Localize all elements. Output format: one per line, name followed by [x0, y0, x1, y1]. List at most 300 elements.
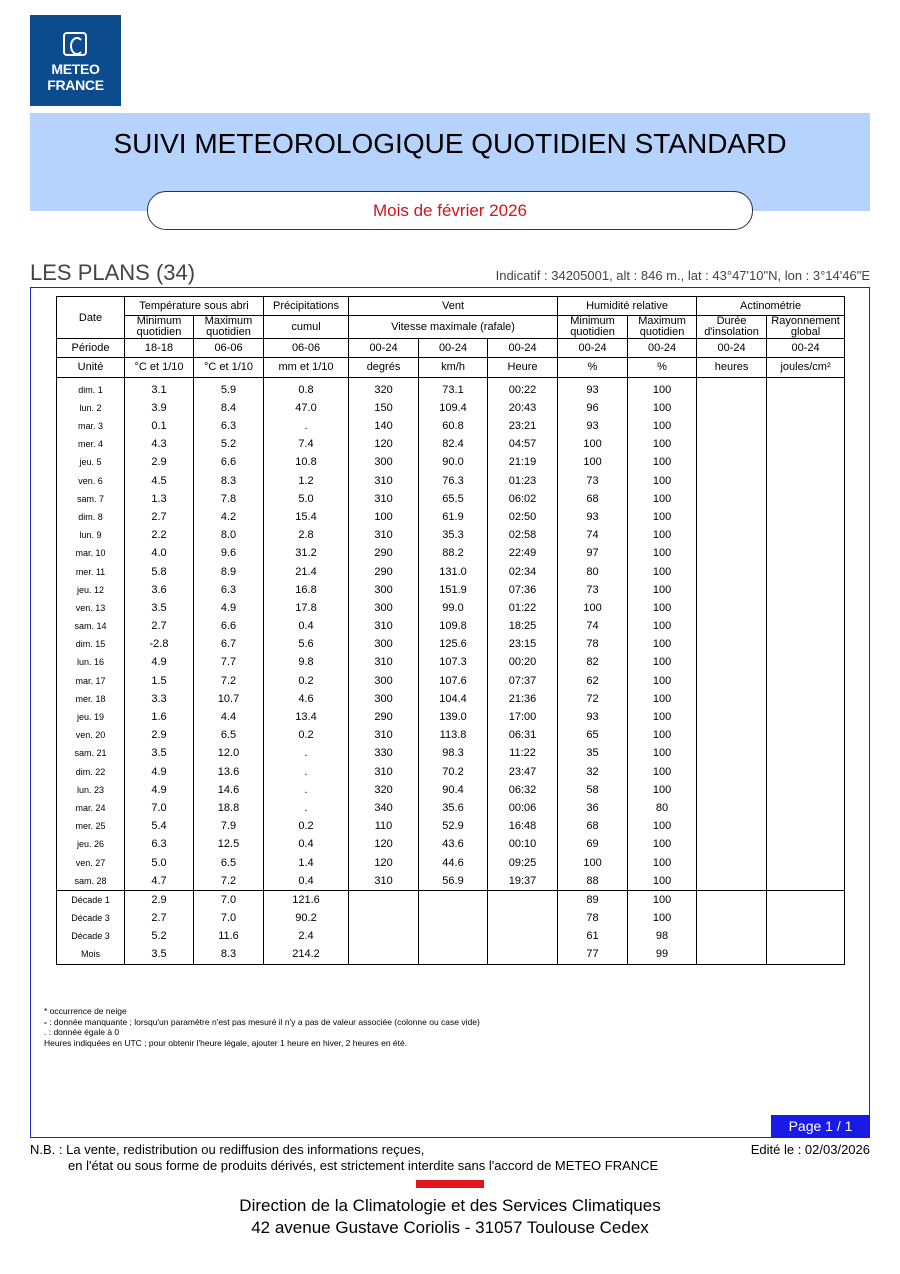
table-cell: 21.4	[264, 562, 349, 580]
table-cell: %	[628, 358, 697, 377]
table-cell: 69	[558, 835, 628, 853]
table-cell	[697, 635, 767, 653]
table-cell: 4.9	[125, 763, 194, 781]
table-cell: 113.8	[419, 726, 488, 744]
table-cell: 96	[558, 399, 628, 417]
table-cell: jeu. 12	[57, 581, 125, 599]
table-cell	[697, 927, 767, 945]
table-cell: 1.3	[125, 490, 194, 508]
table-cell	[697, 508, 767, 526]
table-cell: lun. 23	[57, 781, 125, 799]
table-cell: 16:48	[488, 817, 558, 835]
table-cell: 99.0	[419, 599, 488, 617]
table-row	[57, 472, 845, 490]
table-cell: sam. 7	[57, 490, 125, 508]
table-cell	[697, 872, 767, 891]
table-cell	[767, 853, 845, 871]
table-cell: 6.6	[194, 617, 264, 635]
table-cell: Décade 3	[57, 927, 125, 945]
table-cell	[767, 890, 845, 909]
table-cell: 100	[628, 653, 697, 671]
table-cell: sam. 14	[57, 617, 125, 635]
table-cell	[697, 945, 767, 964]
table-cell: 82.4	[419, 435, 488, 453]
temp-header: Température sous abri	[125, 297, 264, 316]
table-cell	[419, 890, 488, 909]
table-cell: 109.8	[419, 617, 488, 635]
table-cell: 2.9	[125, 890, 194, 909]
table-cell: 100	[628, 508, 697, 526]
logo-line1: METEO	[51, 61, 100, 77]
table-cell: 300	[349, 672, 419, 690]
table-cell: 52.9	[419, 817, 488, 835]
table-cell	[767, 544, 845, 562]
table-cell	[767, 909, 845, 927]
table-cell	[767, 417, 845, 435]
table-cell: 140	[349, 417, 419, 435]
table-cell: 60.8	[419, 417, 488, 435]
table-cell: 100	[628, 708, 697, 726]
table-cell: 13.4	[264, 708, 349, 726]
table-cell: dim. 8	[57, 508, 125, 526]
table-cell: 100	[558, 853, 628, 871]
table-cell	[697, 617, 767, 635]
table-cell: 09:25	[488, 853, 558, 871]
table-cell: 21:36	[488, 690, 558, 708]
table-row	[57, 781, 845, 799]
table-cell: 73	[558, 472, 628, 490]
nb-line1: N.B. : La vente, redistribution ou rediffusion des informations reçues,	[30, 1142, 425, 1157]
table-cell: 3.9	[125, 399, 194, 417]
table-cell: 23:15	[488, 635, 558, 653]
table-cell: 4.7	[125, 872, 194, 891]
table-cell: 93	[558, 708, 628, 726]
table-cell: 00-24	[697, 339, 767, 358]
table-cell: 01:22	[488, 599, 558, 617]
table-cell: 7.9	[194, 817, 264, 835]
table-cell	[697, 544, 767, 562]
vent-sub-header: Vitesse maximale (rafale)	[349, 316, 558, 339]
table-cell: 0.1	[125, 417, 194, 435]
table-cell: 70.2	[419, 763, 488, 781]
table-cell: 18-18	[125, 339, 194, 358]
table-cell: 5.2	[194, 435, 264, 453]
table-cell: 100	[628, 562, 697, 580]
table-cell: 04:57	[488, 435, 558, 453]
tmin-header: Minimum quotidien	[125, 316, 194, 339]
table-cell: 00-24	[349, 339, 419, 358]
table-cell: 3.5	[125, 744, 194, 762]
hmax-header: Maximum quotidien	[628, 316, 697, 339]
table-cell: ven. 20	[57, 726, 125, 744]
cumul-header: cumul	[264, 316, 349, 339]
table-row	[57, 435, 845, 453]
table-cell: 2.7	[125, 909, 194, 927]
table-cell: 1.2	[264, 472, 349, 490]
table-cell: 00:10	[488, 835, 558, 853]
table-cell: 100	[628, 872, 697, 891]
table-cell: 7.8	[194, 490, 264, 508]
table-cell: 88	[558, 872, 628, 891]
table-cell: 77	[558, 945, 628, 964]
table-cell: 06-06	[264, 339, 349, 358]
table-cell: jeu. 5	[57, 453, 125, 471]
table-row	[57, 690, 845, 708]
table-cell	[767, 435, 845, 453]
table-cell	[697, 726, 767, 744]
table-cell: 100	[558, 453, 628, 471]
table-cell: 20:43	[488, 399, 558, 417]
table-cell: 00-24	[488, 339, 558, 358]
table-cell: 320	[349, 781, 419, 799]
table-cell: 125.6	[419, 635, 488, 653]
table-cell: 6.3	[194, 417, 264, 435]
table-cell: Mois	[57, 945, 125, 964]
table-cell: 8.0	[194, 526, 264, 544]
table-cell: 65	[558, 726, 628, 744]
table-cell: 18:25	[488, 617, 558, 635]
date-header: Date	[57, 297, 125, 339]
table-cell: 00:22	[488, 377, 558, 399]
table-cell: sam. 21	[57, 744, 125, 762]
table-cell: 78	[558, 909, 628, 927]
note-missing	[44, 1017, 480, 1028]
table-cell: 3.5	[125, 945, 194, 964]
table-cell: 100	[349, 508, 419, 526]
table-cell: Décade 3	[57, 909, 125, 927]
table-cell: 18.8	[194, 799, 264, 817]
table-cell: 72	[558, 690, 628, 708]
table-cell	[767, 672, 845, 690]
table-cell	[697, 835, 767, 853]
table-cell	[767, 653, 845, 671]
table-cell: 107.3	[419, 653, 488, 671]
table-cell: 300	[349, 599, 419, 617]
table-cell	[767, 927, 845, 945]
table-cell	[349, 927, 419, 945]
table-cell: 74	[558, 617, 628, 635]
table-cell: 22:49	[488, 544, 558, 562]
note-zero: . : donnée égale à 0	[44, 1027, 120, 1037]
table-row	[57, 377, 845, 399]
table-cell: 00-24	[767, 339, 845, 358]
table-cell: 73.1	[419, 377, 488, 399]
table-row	[57, 726, 845, 744]
table-cell	[767, 744, 845, 762]
table-cell: 02:34	[488, 562, 558, 580]
page-title: SUIVI METEOROLOGIQUE QUOTIDIEN STANDARD	[113, 128, 787, 159]
table-cell: 02:50	[488, 508, 558, 526]
table-cell: 6.5	[194, 726, 264, 744]
table-cell: 107.6	[419, 672, 488, 690]
table-row	[57, 653, 845, 671]
unite-row	[57, 358, 845, 377]
table-row	[57, 617, 845, 635]
table-cell: 23:47	[488, 763, 558, 781]
table-cell: 31.2	[264, 544, 349, 562]
table-cell: 56.9	[419, 872, 488, 891]
table-cell: 100	[628, 781, 697, 799]
table-cell: 98	[628, 927, 697, 945]
table-cell: ven. 27	[57, 853, 125, 871]
table-cell: %	[558, 358, 628, 377]
meteo-france-logo	[30, 15, 121, 106]
table-cell: 2.7	[125, 617, 194, 635]
table-cell: 11:22	[488, 744, 558, 762]
table-cell: 121.6	[264, 890, 349, 909]
table-cell	[697, 817, 767, 835]
footer-line1: Direction de la Climatologie et des Services Climatiques	[239, 1196, 661, 1215]
table-cell: 21:19	[488, 453, 558, 471]
table-cell: 06:31	[488, 726, 558, 744]
table-cell: 93	[558, 508, 628, 526]
table-cell: 90.0	[419, 453, 488, 471]
table-cell: ven. 6	[57, 472, 125, 490]
table-row	[57, 599, 845, 617]
table-cell: 47.0	[264, 399, 349, 417]
table-cell: 100	[628, 399, 697, 417]
table-row	[57, 508, 845, 526]
table-cell: 0.2	[264, 672, 349, 690]
table-cell: 300	[349, 690, 419, 708]
table-row	[57, 544, 845, 562]
table-cell: 4.6	[264, 690, 349, 708]
table-cell: 4.2	[194, 508, 264, 526]
table-cell: 100	[628, 581, 697, 599]
table-cell: 65.5	[419, 490, 488, 508]
table-cell: 2.8	[264, 526, 349, 544]
table-cell	[767, 377, 845, 399]
table-cell: heures	[697, 358, 767, 377]
table-cell: 4.9	[125, 781, 194, 799]
table-cell: mar. 10	[57, 544, 125, 562]
table-cell	[767, 817, 845, 835]
table-cell: 00-24	[628, 339, 697, 358]
table-cell: 100	[628, 635, 697, 653]
table-cell: 7.0	[194, 909, 264, 927]
table-cell	[697, 672, 767, 690]
table-cell	[419, 927, 488, 945]
table-cell	[697, 435, 767, 453]
table-cell: 0.4	[264, 872, 349, 891]
table-cell: 90.2	[264, 909, 349, 927]
table-cell: 35.6	[419, 799, 488, 817]
table-cell	[767, 508, 845, 526]
table-cell: 150	[349, 399, 419, 417]
table-cell: 93	[558, 417, 628, 435]
table-cell: 06:02	[488, 490, 558, 508]
table-cell: 3.3	[125, 690, 194, 708]
table-cell: 16.8	[264, 581, 349, 599]
nb-notice	[30, 1142, 658, 1173]
table-row	[57, 799, 845, 817]
table-cell: 100	[628, 472, 697, 490]
table-row	[57, 526, 845, 544]
table-cell: 290	[349, 562, 419, 580]
table-cell: 5.2	[125, 927, 194, 945]
table-cell: lun. 16	[57, 653, 125, 671]
summary-row	[57, 909, 845, 927]
table-cell: 73	[558, 581, 628, 599]
table-cell: 61	[558, 927, 628, 945]
table-cell: ven. 13	[57, 599, 125, 617]
table-cell: 5.9	[194, 377, 264, 399]
table-cell: 99	[628, 945, 697, 964]
table-cell: 82	[558, 653, 628, 671]
table-cell	[767, 690, 845, 708]
nb-line2: en l'état ou sous forme de produits dérivés, est strictement interdite sans l'accord de METEO FRANCE	[68, 1157, 659, 1173]
periode-row	[57, 339, 845, 358]
table-cell: 100	[628, 377, 697, 399]
hum-header: Humidité relative	[558, 297, 697, 316]
table-cell: 97	[558, 544, 628, 562]
table-cell: 1.5	[125, 672, 194, 690]
table-cell	[488, 909, 558, 927]
table-cell: 100	[628, 690, 697, 708]
table-row	[57, 581, 845, 599]
table-cell: km/h	[419, 358, 488, 377]
table-cell: 58	[558, 781, 628, 799]
table-cell: dim. 15	[57, 635, 125, 653]
table-cell: 6.3	[194, 581, 264, 599]
table-cell: 90.4	[419, 781, 488, 799]
table-cell: 300	[349, 453, 419, 471]
table-cell: 330	[349, 744, 419, 762]
table-cell: 89	[558, 890, 628, 909]
table-cell: .	[264, 763, 349, 781]
table-cell: 100	[628, 490, 697, 508]
table-cell: 80	[558, 562, 628, 580]
table-cell: 76.3	[419, 472, 488, 490]
table-cell: 8.4	[194, 399, 264, 417]
table-cell	[767, 763, 845, 781]
table-cell: 4.0	[125, 544, 194, 562]
table-cell: 8.3	[194, 472, 264, 490]
table-cell: 00:06	[488, 799, 558, 817]
table-cell	[697, 562, 767, 580]
table-cell: 07:37	[488, 672, 558, 690]
table-cell: 2.9	[125, 453, 194, 471]
table-cell: mer. 18	[57, 690, 125, 708]
table-cell: 100	[628, 726, 697, 744]
table-cell: Heure	[488, 358, 558, 377]
table-cell: 2.9	[125, 726, 194, 744]
table-cell: 100	[628, 453, 697, 471]
table-row	[57, 744, 845, 762]
table-cell: 4.5	[125, 472, 194, 490]
table-cell: degrés	[349, 358, 419, 377]
table-cell: 100	[628, 617, 697, 635]
table-cell	[697, 799, 767, 817]
table-cell: .	[264, 799, 349, 817]
table-cell: 35	[558, 744, 628, 762]
table-cell	[767, 781, 845, 799]
table-cell: 7.0	[194, 890, 264, 909]
table-cell: 93	[558, 377, 628, 399]
vent-header: Vent	[349, 297, 558, 316]
table-cell	[697, 909, 767, 927]
table-cell: joules/cm²	[767, 358, 845, 377]
table-cell	[767, 453, 845, 471]
summary-row	[57, 927, 845, 945]
table-cell	[767, 708, 845, 726]
table-cell: 0.4	[264, 617, 349, 635]
table-row	[57, 708, 845, 726]
table-cell: 109.4	[419, 399, 488, 417]
table-cell: 110	[349, 817, 419, 835]
table-cell	[488, 890, 558, 909]
table-row	[57, 853, 845, 871]
table-cell: 3.1	[125, 377, 194, 399]
table-cell: 340	[349, 799, 419, 817]
table-cell: mm et 1/10	[264, 358, 349, 377]
table-cell: 2.7	[125, 508, 194, 526]
table-cell: 4.3	[125, 435, 194, 453]
table-cell: 120	[349, 835, 419, 853]
table-cell: Unité	[57, 358, 125, 377]
table-cell: °C et 1/10	[194, 358, 264, 377]
table-row	[57, 417, 845, 435]
table-cell: 5.0	[125, 853, 194, 871]
table-cell: 12.0	[194, 744, 264, 762]
table-cell	[767, 617, 845, 635]
table-row	[57, 562, 845, 580]
table-cell: 100	[628, 435, 697, 453]
table-cell: 6.7	[194, 635, 264, 653]
table-cell: 35.3	[419, 526, 488, 544]
table-cell	[767, 835, 845, 853]
table-cell: 100	[628, 672, 697, 690]
table-cell: 17:00	[488, 708, 558, 726]
table-cell: 5.6	[264, 635, 349, 653]
note-utc: Heures indiquées en UTC ; pour obtenir l'heure légale, ajouter 1 heure en hiver, 2 heures en été.	[44, 1037, 408, 1048]
table-cell	[697, 781, 767, 799]
table-cell: 1.6	[125, 708, 194, 726]
table-cell: 80	[628, 799, 697, 817]
note-missing-text: : donnée manquante ; lorsqu'un paramètre n'est pas mesuré il n'y a pas de valeur associée (colonne ou case vide)	[46, 1016, 480, 1027]
table-cell: dim. 22	[57, 763, 125, 781]
table-cell: 100	[628, 526, 697, 544]
table-cell: 02:58	[488, 526, 558, 544]
table-cell: 78	[558, 635, 628, 653]
table-cell: 6.3	[125, 835, 194, 853]
table-cell: .	[264, 744, 349, 762]
table-cell	[767, 399, 845, 417]
table-cell	[349, 945, 419, 964]
notes	[44, 1006, 480, 1048]
table-cell	[767, 872, 845, 891]
table-cell: 00-24	[419, 339, 488, 358]
insol-header: Durée d'insolation	[697, 316, 767, 339]
table-cell: 2.4	[264, 927, 349, 945]
table-cell: 32	[558, 763, 628, 781]
table-row	[57, 763, 845, 781]
table-cell: 6.5	[194, 853, 264, 871]
summary-row	[57, 945, 845, 964]
table-cell: 310	[349, 617, 419, 635]
red-divider	[416, 1180, 484, 1188]
table-row	[57, 872, 845, 891]
table-cell: 06:32	[488, 781, 558, 799]
table-cell: 300	[349, 635, 419, 653]
table-cell	[697, 690, 767, 708]
tmax-header: Maximum quotidien	[194, 316, 264, 339]
table-cell: 100	[558, 435, 628, 453]
table-cell: 43.6	[419, 835, 488, 853]
table-cell: Décade 1	[57, 890, 125, 909]
table-cell	[697, 526, 767, 544]
table-cell: 7.2	[194, 672, 264, 690]
